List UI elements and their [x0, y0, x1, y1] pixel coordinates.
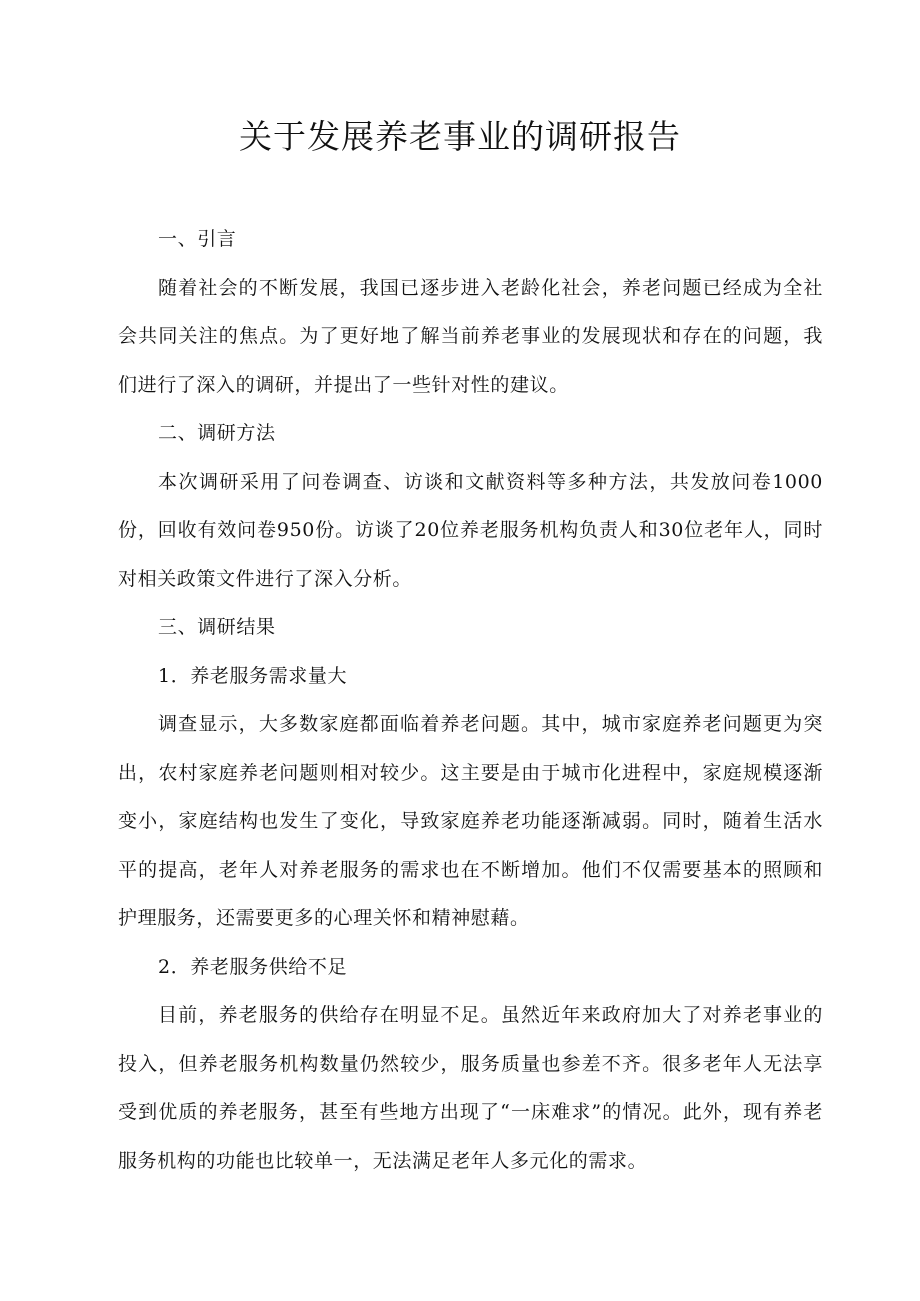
document-title: 关于发展养老事业的调研报告: [239, 117, 681, 156]
paragraph-methods: 本次调研采用了问卷调查、访谈和文献资料等多种方法，共发放问卷1000份，回收有效问卷950份。访谈了20位养老服务机构负责人和30位老年人，同时对相关政策文件进行了深入分析。: [118, 470, 823, 590]
section-heading-methods: 二、调研方法: [158, 422, 276, 444]
paragraph-demand: 调查显示，大多数家庭都面临着养老问题。其中，城市家庭养老问题更为突出，农村家庭养老问题则相对较少。这主要是由于城市化进程中，家庭规模逐渐变小，家庭结构也发生了变化，导致家庭养老功能逐渐减弱。同时，随着生活水平的提高，老年人对养老服务的需求也在不断增加。他们不仅需要基本的照顾和护理服务，还需要更多的心理关怀和精神慰藉。: [118, 713, 823, 929]
section-heading-introduction: 一、引言: [158, 228, 237, 250]
subsection-heading-demand: 1．养老服务需求量大: [158, 664, 348, 687]
subsection-heading-supply: 2．养老服务供给不足: [158, 955, 348, 978]
paragraph-supply: 目前，养老服务的供给存在明显不足。虽然近年来政府加大了对养老事业的投入，但养老服务机构数量仍然较少，服务质量也参差不齐。很多老年人无法享受到优质的养老服务，甚至有些地方出现了“一床难求”的情况。此外，现有养老服务机构的功能也比较单一，无法满足老年人多元化的需求。: [118, 1004, 823, 1172]
document-body: [118, 215, 823, 1185]
paragraph-introduction: 随着社会的不断发展，我国已逐步进入老龄化社会，养老问题已经成为全社会共同关注的焦点。为了更好地了解当前养老事业的发展现状和存在的问题，我们进行了深入的调研，并提出了一些针对性的建议。: [118, 276, 823, 396]
section-heading-results: 三、调研结果: [158, 616, 276, 638]
